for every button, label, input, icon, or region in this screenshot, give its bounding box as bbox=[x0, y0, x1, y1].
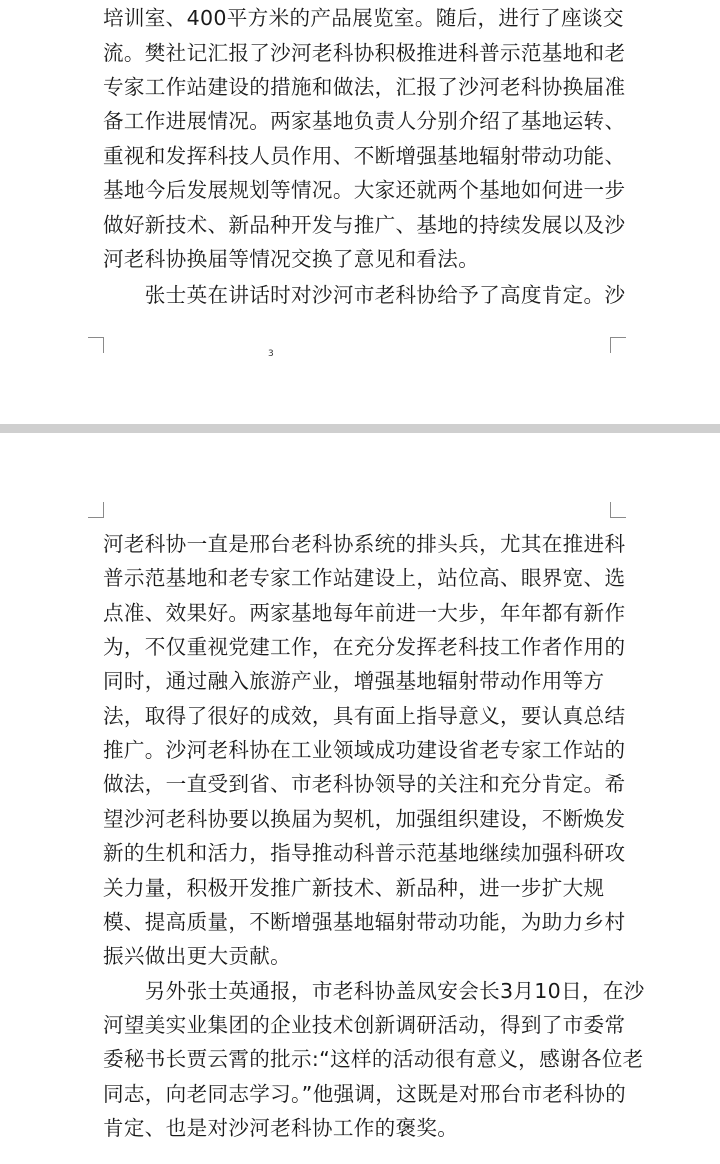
text-line: 法，取得了很好的成效，具有面上指导意义，要认真总结 bbox=[103, 704, 626, 728]
page-separator bbox=[0, 424, 720, 433]
text-line: 为，不仅重视党建工作，在充分发挥老科技工作者作用的 bbox=[103, 635, 626, 659]
margin-corner-mark bbox=[88, 337, 104, 353]
document-page-3 bbox=[0, 0, 720, 424]
text-line: 做好新技术、新品种开发与推广、基地的持续发展以及沙 bbox=[103, 213, 626, 237]
text-line: 河望美实业集团的企业技术创新调研活动，得到了市委常 bbox=[103, 1013, 626, 1037]
text-line: 专家工作站建设的措施和做法，汇报了沙河老科协换届准 bbox=[103, 75, 626, 99]
text-line: 重视和发挥科技人员作用、不断增强基地辐射带动功能、 bbox=[103, 144, 626, 168]
text-line: 同志，向老同志学习。”他强调，这既是对邢台市老科协的 bbox=[103, 1082, 627, 1106]
text-line: 备工作进展情况。两家基地负责人分别介绍了基地运转、 bbox=[103, 109, 626, 133]
text-line: 普示范基地和老专家工作站建设上，站位高、眼界宽、选 bbox=[103, 566, 626, 590]
margin-corner-mark bbox=[610, 502, 626, 518]
text-line: 振兴做出更大贡献。 bbox=[103, 944, 292, 968]
text-line: 同时，通过融入旅游产业，增强基地辐射带动作用等方 bbox=[103, 669, 605, 693]
text-line: 流。樊社记汇报了沙河老科协积极推进科普示范基地和老 bbox=[103, 41, 626, 65]
text-line: 基地今后发展规划等情况。大家还就两个基地如何进一步 bbox=[103, 178, 626, 202]
text-line: 关力量，积极开发推广新技术、新品种，进一步扩大规 bbox=[103, 876, 605, 900]
text-line: 望沙河老科协要以换届为契机，加强组织建设，不断焕发 bbox=[103, 807, 626, 831]
text-line: 做法，一直受到省、市老科协领导的关注和充分肯定。希 bbox=[103, 772, 626, 796]
text-line: 河老科协一直是邢台老科协系统的排头兵，尤其在推进科 bbox=[103, 532, 626, 556]
text-line: 张士英在讲话时对沙河市老科协给予了高度肯定。沙 bbox=[103, 283, 626, 307]
margin-corner-mark bbox=[610, 337, 626, 353]
margin-corner-mark bbox=[88, 502, 104, 518]
text-line: 新的生机和活力，指导推动科普示范基地继续加强科研攻 bbox=[103, 841, 626, 865]
page-number: 3 bbox=[268, 349, 274, 359]
text-line: 培训室、400平方米的产品展览室。随后，进行了座谈交 bbox=[103, 6, 624, 30]
text-line: 推广。沙河老科协在工业领域成功建设省老专家工作站的 bbox=[103, 738, 626, 762]
text-line: 河老科协换届等情况交换了意见和看法。 bbox=[103, 247, 480, 271]
text-line: 点准、效果好。两家基地每年前进一大步，年年都有新作 bbox=[103, 601, 626, 625]
text-line: 模、提高质量，不断增强基地辐射带动功能，为助力乡村 bbox=[103, 910, 626, 934]
document-page-4 bbox=[0, 433, 720, 1164]
text-line: 另外张士英通报，市老科协盖凤安会长3月10日，在沙 bbox=[103, 979, 645, 1003]
text-line: 委秘书长贾云霄的批示:“这样的活动很有意义，感谢各位老 bbox=[103, 1047, 644, 1071]
text-line: 肯定、也是对沙河老科协工作的褒奖。 bbox=[103, 1116, 459, 1140]
